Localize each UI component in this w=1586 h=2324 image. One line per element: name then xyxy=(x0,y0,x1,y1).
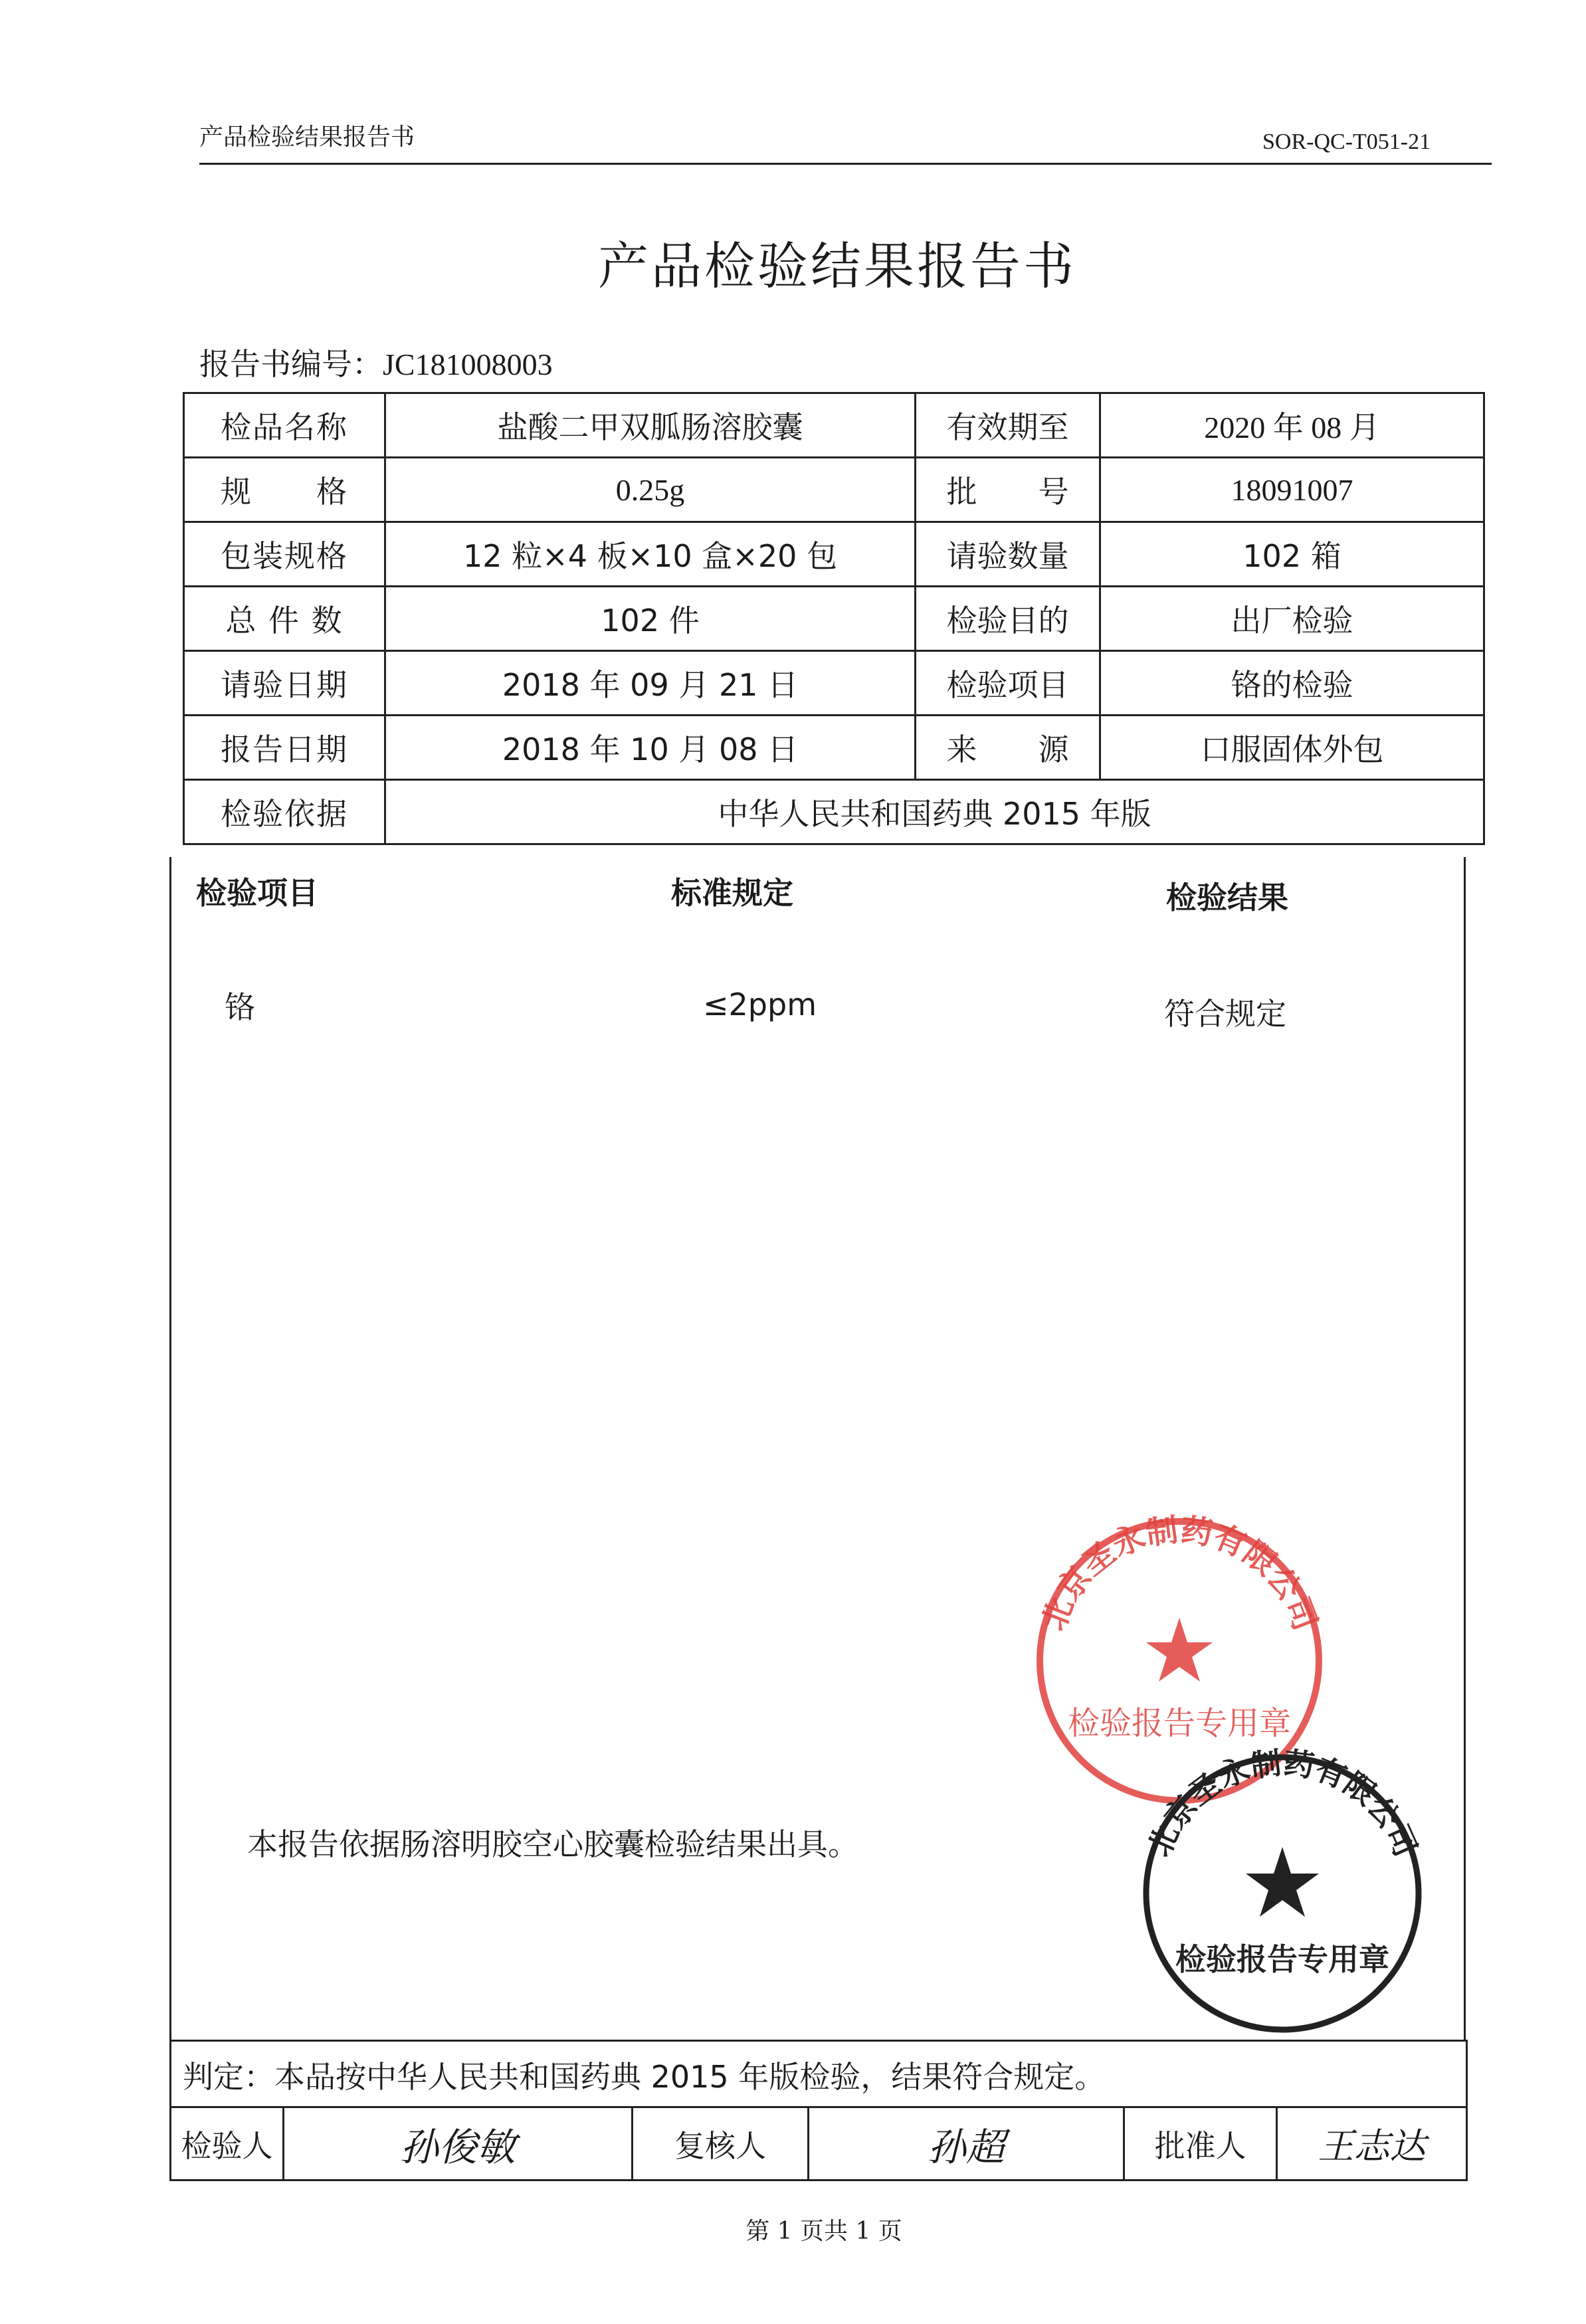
black-seal xyxy=(1116,1727,1448,2040)
col-header-standard: 标准规定 xyxy=(671,875,793,911)
info-row xyxy=(184,393,1484,458)
inspector-signature: 孙俊敏 xyxy=(284,2107,633,2180)
header-divider xyxy=(199,163,1492,165)
info-value: 102 箱 xyxy=(1100,522,1484,587)
report-number-value: JC181008003 xyxy=(383,347,553,381)
star-icon xyxy=(1246,1847,1319,1917)
info-row xyxy=(184,587,1484,651)
info-label: 有效期至 xyxy=(916,393,1100,458)
info-row xyxy=(184,651,1484,716)
info-value: 铬的检验 xyxy=(1100,651,1484,716)
info-value: 12 粒×4 板×10 盒×20 包 xyxy=(385,522,916,587)
info-label: 来 源 xyxy=(916,716,1100,780)
info-value: 2020 年 08 月 xyxy=(1100,393,1484,458)
info-row xyxy=(184,458,1484,522)
page-title: 产品检验结果报告书 xyxy=(598,237,1076,296)
inspector-label: 检验人 xyxy=(171,2107,284,2180)
info-table xyxy=(183,392,1485,845)
info-row xyxy=(184,716,1484,780)
report-number xyxy=(199,340,553,384)
svg-text:北京圣永制药有限公司 xyxy=(1141,1745,1424,1862)
black-seal-bottom-text: 检验报告专用章 xyxy=(1175,1941,1389,1977)
signature-table xyxy=(169,2106,1468,2181)
reviewer-label: 复核人 xyxy=(633,2107,809,2180)
result-item: 铬 xyxy=(225,989,255,1025)
result-standard: ≤2ppm xyxy=(703,987,817,1022)
basis-row xyxy=(184,780,1484,844)
info-label: 批 号 xyxy=(916,458,1100,522)
info-label: 检品名称 xyxy=(184,393,385,458)
col-header-item: 检验项目 xyxy=(196,875,318,911)
info-label: 规 格 xyxy=(184,458,385,522)
header-right-code: SOR-QC-T051-21 xyxy=(1262,130,1431,154)
info-value: 口服固体外包 xyxy=(1100,716,1484,780)
info-label: 请验日期 xyxy=(184,651,385,716)
approver-label: 批准人 xyxy=(1124,2107,1277,2180)
report-number-label: 报告书编号： xyxy=(199,346,383,382)
info-value: 2018 年 10 月 08 日 xyxy=(385,716,916,780)
page-footer: 第 1 页共 1 页 xyxy=(745,2218,902,2245)
info-row xyxy=(184,522,1484,587)
info-label: 总 件 数 xyxy=(184,587,385,651)
star-icon xyxy=(1146,1618,1213,1682)
red-seal-bottom-text: 检验报告专用章 xyxy=(1067,1705,1292,1742)
basis-value: 中华人民共和国药典 2015 年版 xyxy=(385,780,1484,844)
judgement-text: 判定：本品按中华人民共和国药典 2015 年版检验，结果符合规定。 xyxy=(183,2059,1106,2095)
basis-label: 检验依据 xyxy=(184,780,385,844)
info-value: 出厂检验 xyxy=(1100,587,1484,651)
info-value: 盐酸二甲双胍肠溶胶囊 xyxy=(385,393,916,458)
info-value: 18091007 xyxy=(1100,458,1484,522)
col-header-result: 检验结果 xyxy=(1166,880,1288,916)
black-seal-top-text: 北京圣永制药有限公司 xyxy=(1141,1744,1424,1862)
red-seal-top-text: 北京圣永制药有限公司 xyxy=(1035,1511,1324,1636)
info-label: 检验项目 xyxy=(916,651,1100,716)
result-value: 符合规定 xyxy=(1164,996,1286,1032)
approver-signature: 王志达 xyxy=(1277,2107,1467,2180)
info-value: 102 件 xyxy=(385,587,916,651)
info-label: 请验数量 xyxy=(916,522,1100,587)
header-left: 产品检验结果报告书 xyxy=(199,124,415,151)
reviewer-signature: 孙超 xyxy=(809,2107,1124,2180)
svg-text:北京圣永制药有限公司 xyxy=(1035,1511,1324,1636)
info-value: 2018 年 09 月 21 日 xyxy=(385,651,916,716)
info-label: 包装规格 xyxy=(184,522,385,587)
signature-row xyxy=(171,2107,1467,2180)
info-value: 0.25g xyxy=(385,458,916,522)
info-label: 检验目的 xyxy=(916,587,1100,651)
info-label: 报告日期 xyxy=(184,716,385,780)
report-note: 本报告依据肠溶明胶空心胶囊检验结果出具。 xyxy=(247,1826,858,1862)
